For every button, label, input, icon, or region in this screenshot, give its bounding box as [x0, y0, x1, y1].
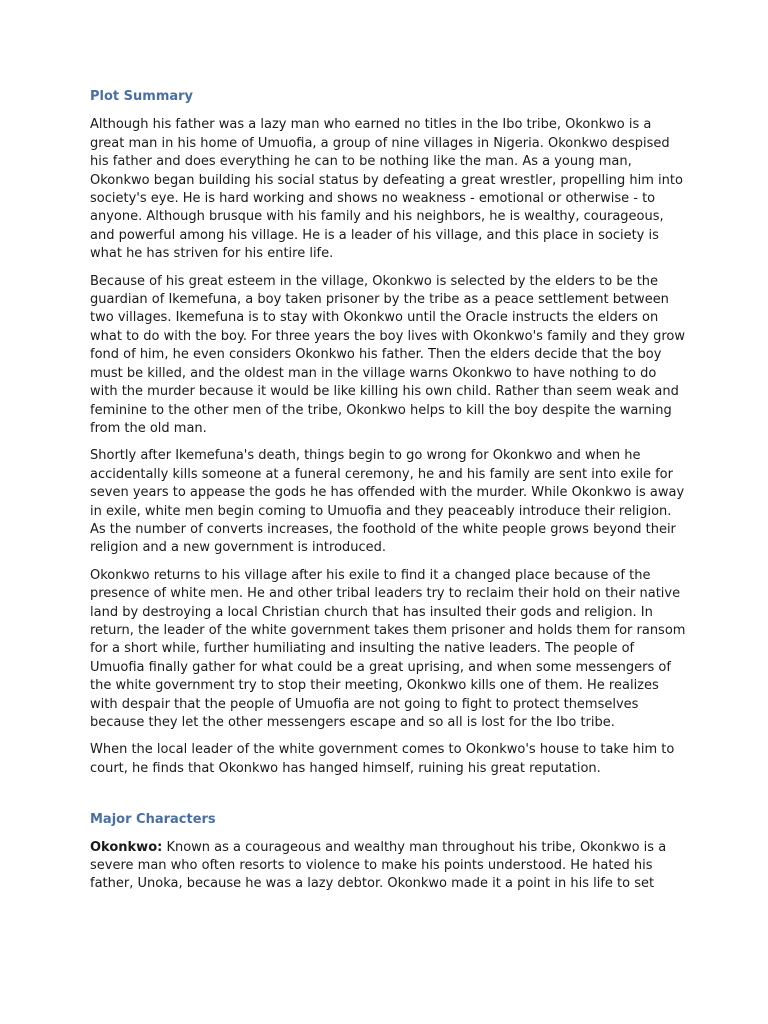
character-description: Known as a courageous and wealthy man throughout his tribe, Okonkwo is a severe man who often resorts to violence to make his points understood. He hated his father, Unoka, because he was a lazy debtor. Okonkwo made it a point in his life to set: [90, 839, 667, 892]
character-name: Okonkwo:: [90, 839, 163, 855]
character-entry: [90, 839, 688, 894]
plot-paragraph: Okonkwo returns to his village after his exile to find it a changed place because of the presence of white men. He and other tribal leaders try to reclaim their hold on their native land by destroying a local Christian church that has insulted their gods and religion. In return, the leader of the white government takes them prisoner and holds them for ransom for a short while, further humiliating and insulting the native leaders. The people of Umuofia finally gather for what could be a great uprising, and when some messengers of the white government try to stop their meeting, Okonkwo kills one of them. He realizes with despair that the people of Umuofia are not going to fight to protect themselves because they let the other messengers escape and so all is lost for the Ibo tribe.: [90, 567, 686, 730]
major-characters-heading: Major Characters: [90, 812, 216, 828]
plot-summary-heading: Plot Summary: [90, 89, 194, 104]
plot-paragraph: When the local leader of the white government comes to Okonkwo's house to take him to court, he finds that Okonkwo has hanged himself, ruining his great reputation.: [90, 742, 675, 776]
plot-paragraph: Shortly after Ikemefuna's death, things begin to go wrong for Okonkwo and when he accidentally kills someone at a funeral ceremony, he and his family are sent into exile for seven years to appease the gods he has offended with the murder. While Okonkwo is away in exile, white men begin coming to Umuofia and they peaceably introduce their religion. As the number of converts increases, the foothold of the white people grows beyond their religion and a new government is introduced.: [90, 448, 685, 556]
plot-paragraph: Although his father was a lazy man who earned no titles in the Ibo tribe, Okonkwo is a great man in his home of Umuofia, a group of nine villages in Nigeria. Okonkwo despised his father and does everything he can to be nothing like the man. As a young man, Okonkwo began building his social status by defeating a great wrestler, propelling him into society's eye. He is hard working and shows no weakness - emotional or otherwise - to anyone. Although brusque with his family and his neighbors, he is wealthy, courageous, and powerful among his village. He is a leader of his village, and this place in society is what he has striven for his entire life.: [90, 117, 683, 262]
document-page: [90, 88, 688, 903]
plot-paragraph: Because of his great esteem in the village, Okonkwo is selected by the elders to be the guardian of Ikemefuna, a boy taken prisoner by the tribe as a peace settlement between two villages. Ikemefuna is to stay with Okonkwo until the Oracle instructs the elders on what to do with the boy. For three years the boy lives with Okonkwo's family and they grow fond of him, he even considers Okonkwo his father. Then the elders decide that the boy must be killed, and the oldest man in the village warns Okonkwo to have nothing to do with the murder because it would be like killing his own child. Rather than seem weak and feminine to the other men of the tribe, Okonkwo helps to kill the boy despite the warning from the old man.: [90, 273, 685, 436]
